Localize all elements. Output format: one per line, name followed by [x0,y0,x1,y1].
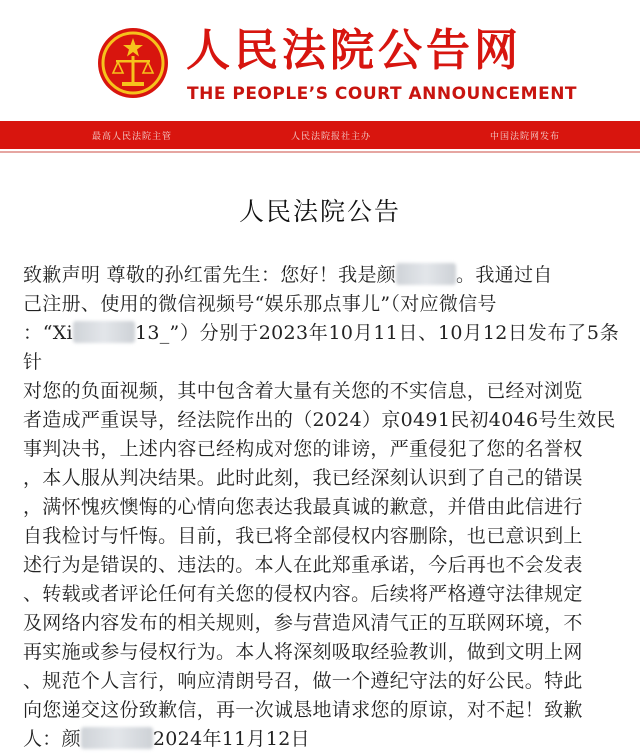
body-text-segment: 13_”）分别于2023年10月11日、10月12日发布了5条针 对您的负面视频，其中包含着大量有关您的不实信息，已经对浏览 者造成严重误导，经法院作出的（2024）京0491民初4046号生效民 事判决书，上述内容已经构成对您的诽谤，严重侵犯了您的名誉权 ，本人服从判决结果。此时此刻，我已经深刻认识到了自己的错误 ，满怀愧疚懊悔的心情向您表达我最真诚的歉意，并借由此信进行 自我检讨与忏悔。目前，我已将全部侵权内容删除，也已意识到上 述行为是错误的、违法的。本人在此郑重承诺，今后再也不会发表 、转载或者评论任何有关您的侵权内容。后续将严格遵守法律规定 及网络内容发布的相关规则，参与营造风清气正的互联网环境，不 再实施或参与侵权行为。本人将深刻吸取经验教训，做到文明上网 、规范个人言行，响应清朗号召，做一个遵纪守法的好公民。特此 向您递交这份致歉信，再一次诚恳地请求您的原谅，对不起！致歉 人：颜 [23,322,619,750]
site-subtitle: THE PEOPLE’S COURT ANNOUNCEMENT [187,84,578,104]
header-banner [0,121,640,149]
body-text-segment: 2024年11月12日 [152,728,310,750]
site-title: 人民法院公告网 [186,25,522,76]
court-emblem-icon [96,26,170,100]
banner-text: 人民法院报社主办 [290,131,371,142]
announcement-body [23,261,619,754]
banner-text: 最高人民法院主管 [92,131,173,142]
divider [0,151,640,153]
body-text-segment: 致歉声明 尊敬的孙红雷先生：您好！我是颜 [23,264,397,286]
announcement-title: 人民法院公告 [238,197,401,226]
redaction-mask [396,263,456,285]
redaction-mask [81,727,153,749]
body-text-segment: 。我通过自 己注册、使用的微信视频号“娱乐那点事儿”（对应微信号 ：“Xi [23,264,553,344]
site-header [0,0,640,112]
redaction-mask [73,321,135,343]
banner-text: 中国法院网发布 [489,131,560,142]
